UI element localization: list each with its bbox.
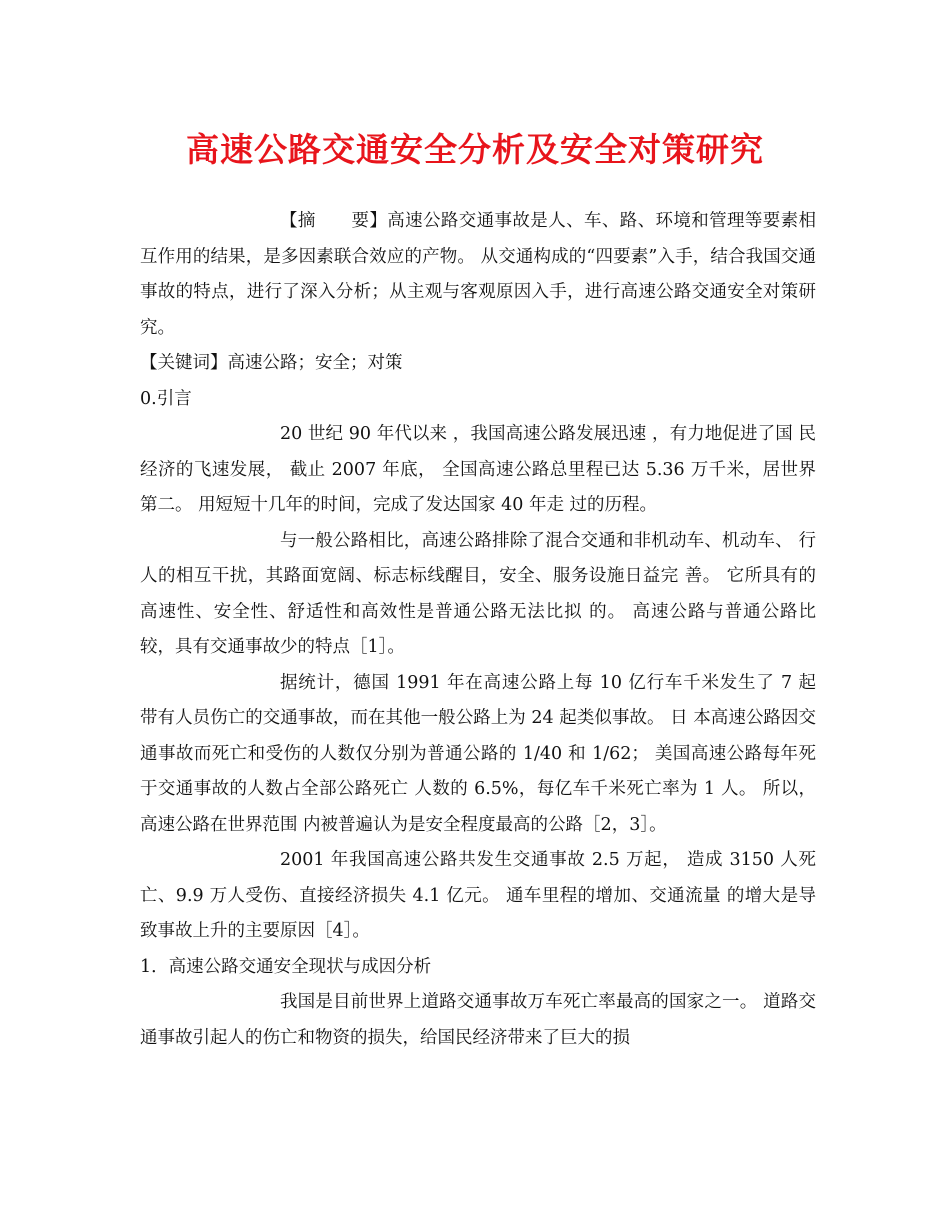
section-heading-status-analysis: 1．高速公路交通安全现状与成因分析 [140, 956, 432, 977]
abstract-paragraph: 【摘 要】高速公路交通事故是人、车、路、环境和管理等要素相互作用的结果，是多因素联合效应的产物。 从交通构成的“四要素”入手，结合我国交通事故的特点，进行了深入分析；从主观与客观原因入手，进行高速公路交通安全对策研究。 [140, 211, 816, 338]
document-title: 高速公路交通安全分析及安全对策研究 [186, 130, 764, 169]
body-paragraph: 与一般公路相比，高速公路排除了混合交通和非机动车、机动车、 行人的相互干扰，其路面宽阔、标志标线醒目，安全、服务设施日益完 善。 它所具有的高速性、安全性、舒适性和高效性是普通公路无法比拟 的。 高速公路与普通公路比较，具有交通事故少的特点［1］。 [140, 530, 816, 657]
keywords-line: 【关键词】高速公路；安全；对策 [140, 353, 403, 373]
body-paragraph: 2001 年我国高速公路共发生交通事故 2.5 万起， 造成 3150 人死 亡、9.9 万人受伤、直接经济损失 4.1 亿元。 通车里程的增加、交通流量 的增大是导致事故上升的主要原因［4］。 [140, 850, 816, 941]
document-body [140, 204, 816, 1056]
body-paragraph: 20 世纪 90 年代以来 ，我国高速公路发展迅速 ，有力地促进了国 民经济的飞速发展， 截止 2007 年底， 全国高速公路总里程已达 5.36 万千米，居世界第二。 用短短十几年的时间，完成了发达国家 40 年走 过的历程。 [140, 424, 816, 515]
body-paragraph: 据统计，德国 1991 年在高速公路上每 10 亿行车千米发生了 7 起 带有人员伤亡的交通事故，而在其他一般公路上为 24 起类似事故。 日 本高速公路因交通事故而死亡和受伤的人数仅分别为普通公路的 1/40 和 1/62； 美国高速公路每年死于交通事故的人数占全部公路死亡 人数的 6.5%，每亿车千米死亡率为 1 人。 所以，高速公路在世界范围 内被普遍认为是安全程度最高的公路［2，3］。 [140, 672, 816, 835]
section-heading-introduction: 0.引言 [140, 388, 192, 409]
body-paragraph: 我国是目前世界上道路交通事故万车死亡率最高的国家之一。 道路交通事故引起人的伤亡和物资的损失，给国民经济带来了巨大的损 [140, 992, 816, 1048]
